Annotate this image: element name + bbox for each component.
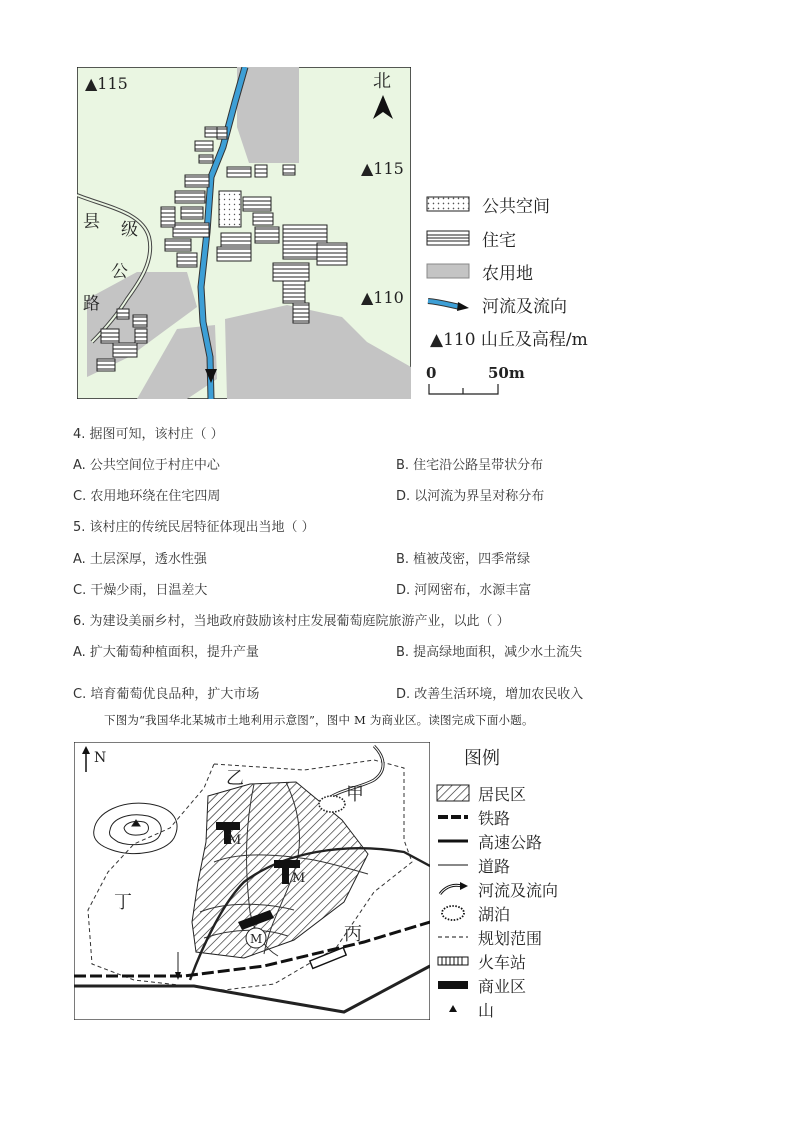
legend-label: 铁路 bbox=[478, 808, 511, 828]
question-6-option-b: B. 提高绿地面积，减少水土流失 bbox=[396, 645, 583, 660]
elevation-label: ▲110 bbox=[361, 288, 404, 307]
legend-item-residence bbox=[426, 226, 516, 250]
legend-label: 山 bbox=[478, 1000, 495, 1020]
lake bbox=[319, 796, 345, 812]
railway-icon bbox=[436, 808, 470, 826]
question-5-option-a: A. 土层深厚，透水性强 bbox=[73, 552, 207, 567]
scale-bar-line bbox=[428, 384, 502, 396]
city-map-legend bbox=[436, 742, 596, 1022]
question-5-option-d: D. 河网密布，水源丰富 bbox=[396, 583, 532, 598]
legend-label: 河流及流向 bbox=[482, 296, 567, 317]
commercial-icon bbox=[436, 976, 470, 994]
river-icon bbox=[426, 296, 470, 312]
road-icon bbox=[436, 856, 470, 874]
city-land-use-map bbox=[74, 742, 430, 1020]
place-label-bing: 丙 bbox=[344, 924, 362, 945]
legend-item-expressway bbox=[436, 830, 542, 852]
legend-label: 高速公路 bbox=[478, 832, 543, 852]
north-label: N bbox=[94, 750, 107, 766]
legend-item-lake bbox=[436, 902, 510, 924]
question-6-stem: 6. 为建设美丽乡村，当地政府鼓励该村庄发展葡萄庭院旅游产业，以此（ ） bbox=[73, 614, 510, 629]
road-label-char: 路 bbox=[83, 294, 100, 314]
commercial-label: M bbox=[250, 932, 263, 946]
public-space-icon bbox=[426, 196, 470, 212]
legend-label: 湖泊 bbox=[478, 904, 511, 924]
legend-item-planning bbox=[436, 926, 542, 948]
legend-item-station bbox=[436, 950, 526, 972]
legend-item-road bbox=[436, 854, 510, 876]
public-space bbox=[219, 191, 241, 227]
legend-item-railway bbox=[436, 806, 510, 828]
train-station-icon bbox=[436, 952, 470, 970]
scale-value: 50m bbox=[488, 364, 525, 382]
legend-label: 火车站 bbox=[478, 952, 527, 972]
river-icon bbox=[436, 880, 470, 898]
road-label-char: 级 bbox=[121, 220, 138, 240]
legend-label: 道路 bbox=[478, 856, 511, 876]
north-label: 北 bbox=[373, 71, 391, 92]
legend-label: 河流及流向 bbox=[478, 880, 559, 900]
mountain-icon bbox=[436, 1000, 470, 1018]
question-5-option-b: B. 植被茂密，四季常绿 bbox=[396, 552, 531, 567]
commercial-label: M bbox=[228, 833, 242, 848]
place-label-yi: 乙 bbox=[226, 768, 244, 789]
question-6-option-c: C. 培育葡萄优良品种，扩大市场 bbox=[73, 687, 260, 702]
road-label-char: 县 bbox=[83, 212, 100, 232]
legend-item-residential bbox=[436, 782, 526, 804]
legend-label: 商业区 bbox=[478, 976, 527, 996]
expressway-icon bbox=[436, 832, 470, 850]
elevation-label: ▲115 bbox=[85, 74, 128, 93]
question-4-stem: 4. 据图可知，该村庄（ ） bbox=[73, 427, 224, 442]
place-label-jia: 甲 bbox=[346, 784, 364, 805]
legend-item-river bbox=[436, 878, 558, 900]
farmland-icon bbox=[426, 263, 470, 279]
question-6-option-a: A. 扩大葡萄种植面积，提升产量 bbox=[73, 645, 259, 660]
legend-item-mountain bbox=[436, 998, 494, 1020]
question-5-stem: 5. 该村庄的传统民居特征体现出当地（ ） bbox=[73, 520, 315, 535]
legend-item-river bbox=[426, 292, 567, 316]
planning-boundary-icon bbox=[436, 928, 470, 946]
question-5-option-c: C. 干燥少雨，日温差大 bbox=[73, 583, 208, 598]
map2-intro: 下图为“我国华北某城市土地利用示意图”，图中 M 为商业区。读图完成下面小题。 bbox=[104, 713, 534, 727]
legend-item-commercial bbox=[436, 974, 526, 996]
legend-item-hill bbox=[426, 325, 588, 349]
legend-label: 住宅 bbox=[482, 230, 516, 251]
village-map bbox=[77, 67, 411, 399]
legend-label: 居民区 bbox=[478, 784, 527, 804]
legend-label: 公共空间 bbox=[482, 196, 550, 217]
question-4-option-d: D. 以河流为界呈对称分布 bbox=[396, 489, 545, 504]
legend-label: ▲110 山丘及高程/m bbox=[430, 329, 588, 350]
road-label-char: 公 bbox=[111, 262, 128, 282]
scale-zero: 0 bbox=[426, 364, 437, 382]
legend-item-farmland bbox=[426, 259, 533, 283]
question-4-option-c: C. 农用地环绕在住宅四周 bbox=[73, 489, 221, 504]
legend-label: 农用地 bbox=[482, 263, 533, 284]
residential-icon bbox=[436, 784, 470, 802]
residence-icon bbox=[426, 230, 470, 246]
question-4-option-a: A. 公共空间位于村庄中心 bbox=[73, 458, 220, 473]
place-label-ding: 丁 bbox=[114, 892, 132, 913]
legend-label: 规划范围 bbox=[478, 928, 543, 948]
elevation-label: ▲115 bbox=[361, 159, 404, 178]
question-6-option-d: D. 改善生活环境，增加农民收入 bbox=[396, 687, 584, 702]
lake-icon bbox=[436, 904, 470, 922]
commercial-label: M bbox=[292, 871, 306, 886]
village-map-legend bbox=[426, 192, 656, 402]
legend-title: 图例 bbox=[464, 748, 500, 769]
scale-bar bbox=[426, 364, 525, 398]
question-4-option-b: B. 住宅沿公路呈带状分布 bbox=[396, 458, 544, 473]
legend-item-public-space bbox=[426, 192, 550, 216]
